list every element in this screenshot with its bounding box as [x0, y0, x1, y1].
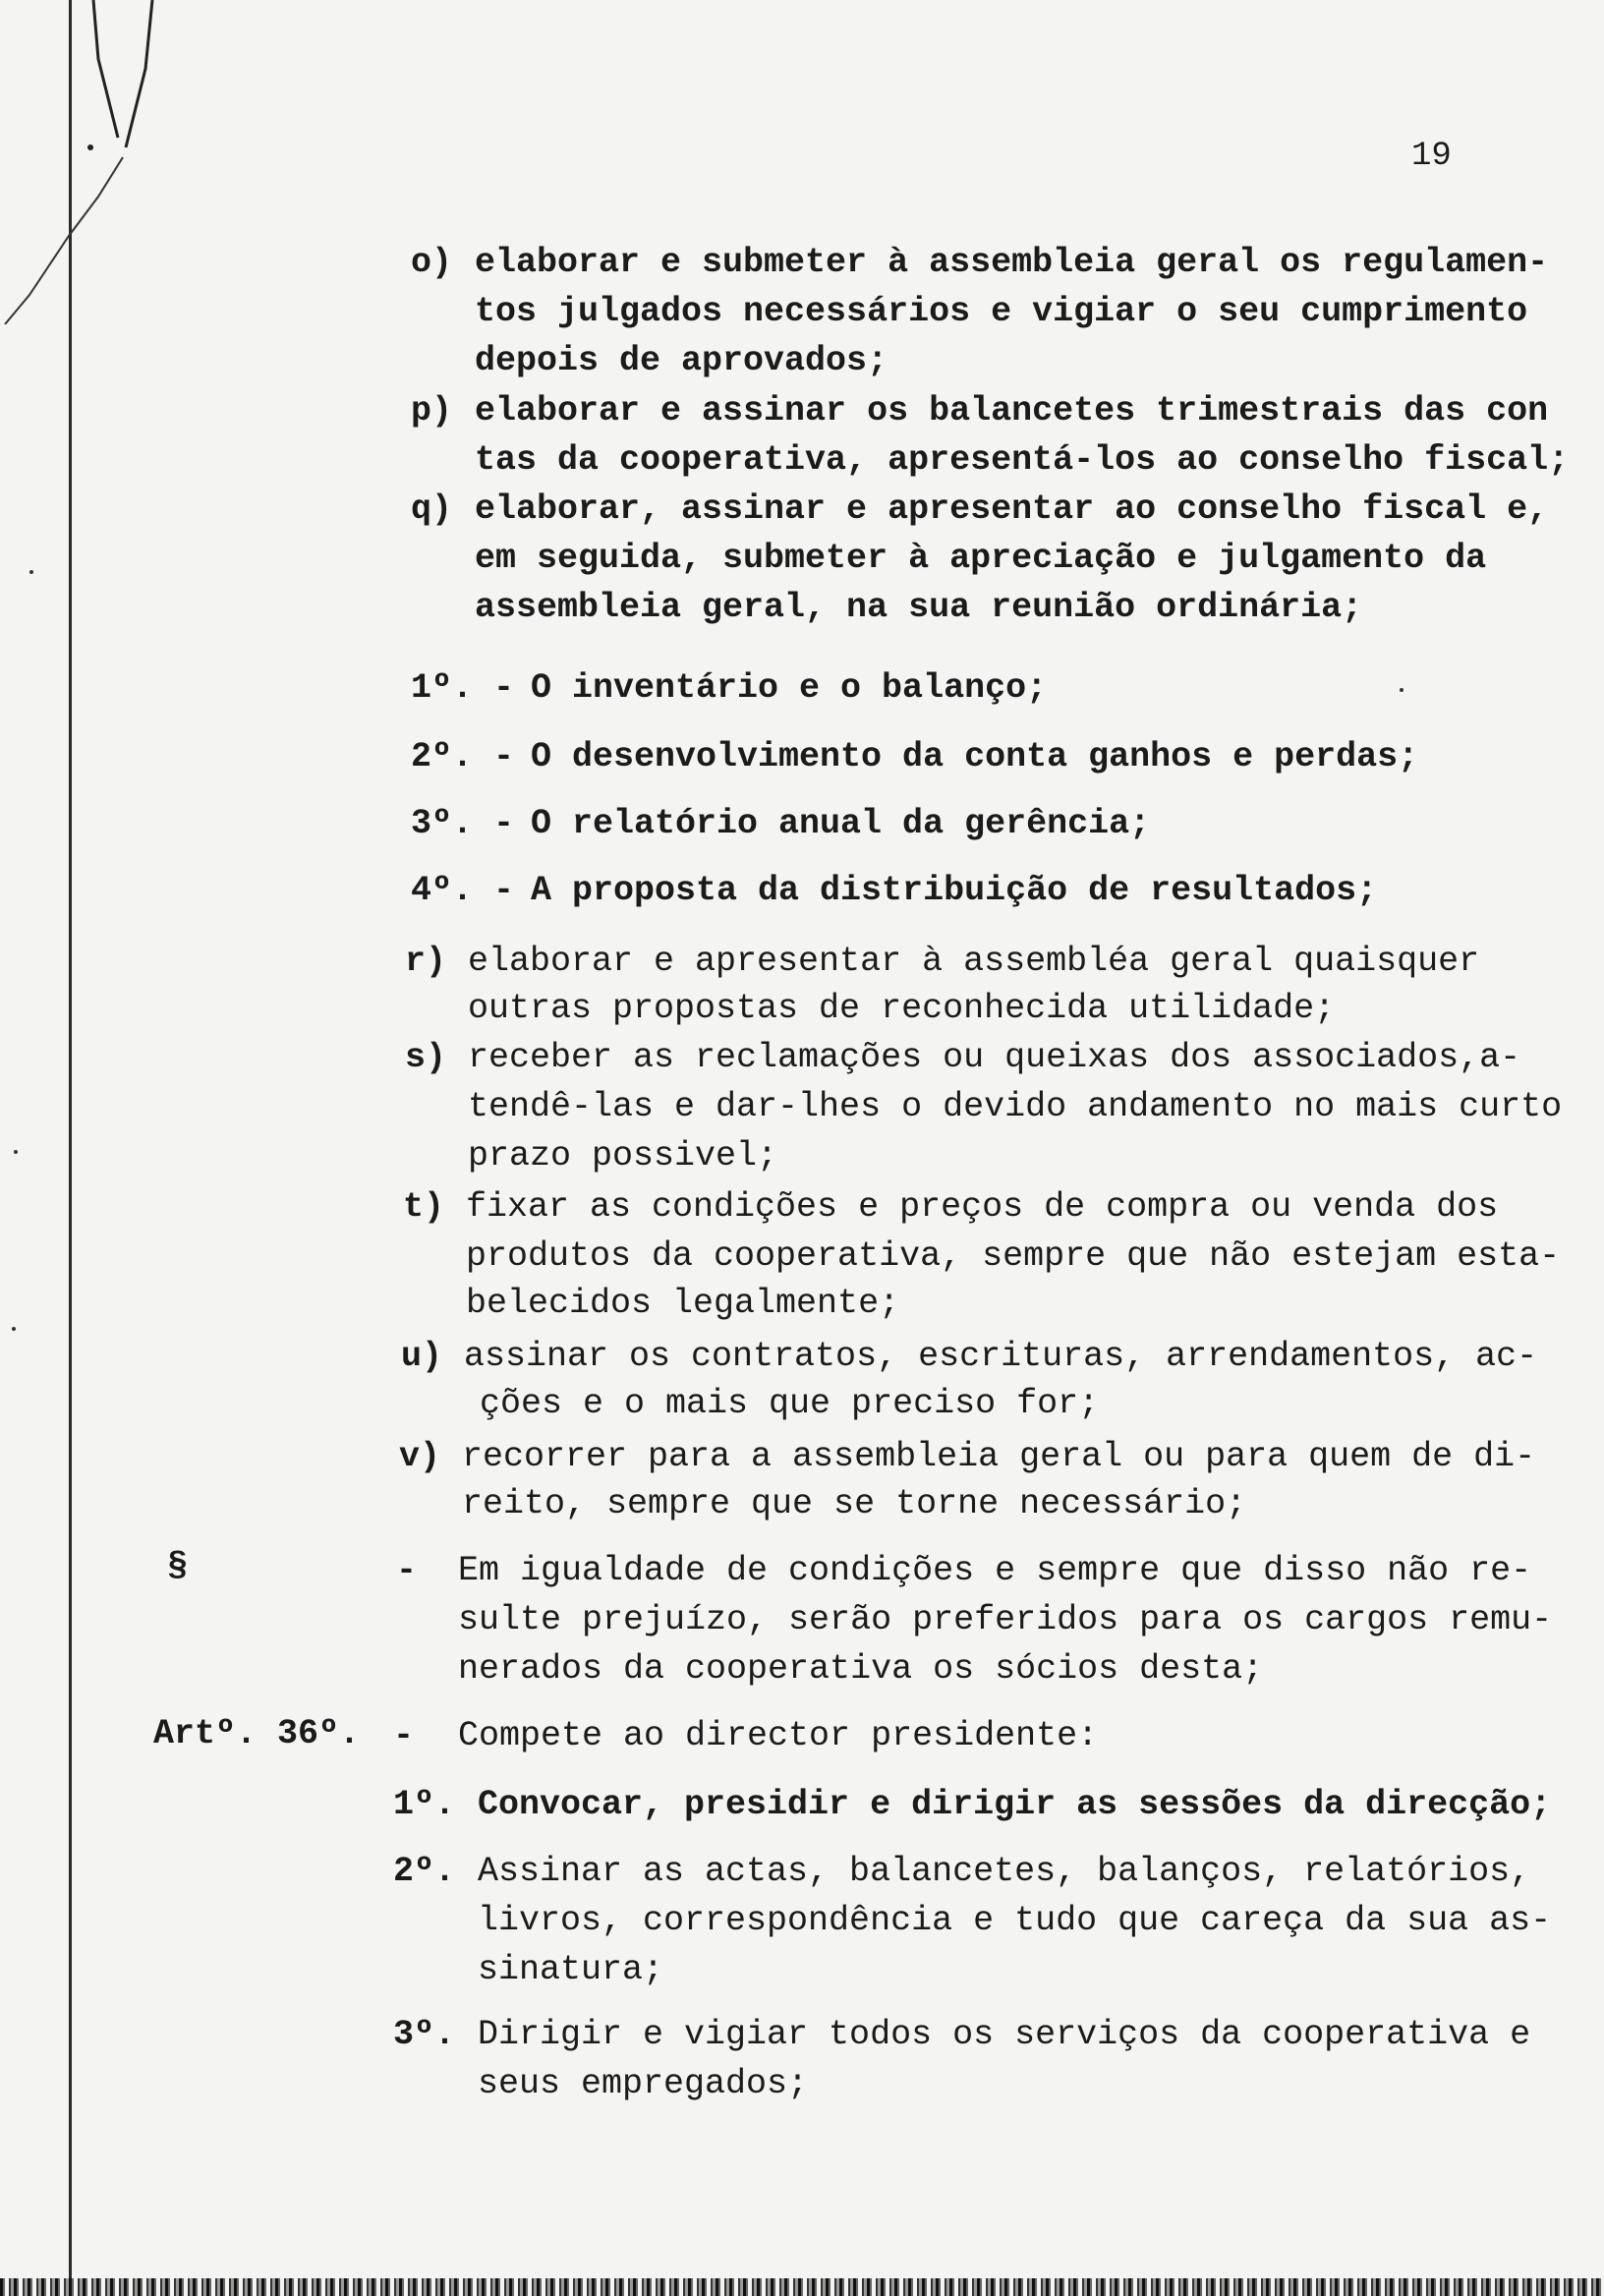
article-item-2-line-3: sinatura;: [478, 1950, 664, 1989]
paragraph-dash: -: [396, 1551, 418, 1590]
item-p-line-2: tas da cooperativa, apresentá-los ao conselho fiscal;: [475, 440, 1570, 480]
item-o-line-3: depois de aprovados;: [475, 341, 888, 380]
article-item-2-line-2: livros, correspondência e tudo que careça da sua as-: [478, 1901, 1552, 1940]
item-v-line-1: recorrer para a assembleia geral ou para quem de di-: [462, 1437, 1536, 1476]
speck: [14, 1150, 18, 1154]
item-o-line-1: elaborar e submeter à assembleia geral os regulamen-: [475, 243, 1549, 282]
article-item-marker-2: 2º.: [393, 1852, 456, 1891]
item-marker-o: o): [411, 243, 453, 282]
item-r-line-1: elaborar e apresentar à assembléa geral quaisquer: [468, 942, 1480, 981]
item-s-line-2: tendê-las e dar-lhes o devido andamento no mais curto: [468, 1087, 1563, 1126]
item-q-line-1: elaborar, assinar e apresentar ao conselho fiscal e,: [475, 489, 1549, 529]
item-marker-q: q): [411, 489, 453, 529]
article-item-2-line-1: Assinar as actas, balancetes, balanços, relatórios,: [478, 1852, 1531, 1891]
speck: [12, 1327, 16, 1331]
item-marker-v: v): [399, 1437, 441, 1476]
item-u-line-2: ções e o mais que preciso for;: [480, 1384, 1100, 1423]
item-marker-p: p): [411, 391, 453, 430]
subitem-marker-2: 2º. -: [411, 737, 515, 776]
article-item-marker-1: 1º.: [393, 1785, 456, 1824]
article-dash: -: [393, 1716, 415, 1755]
article-item-3-line-1: Dirigir e vigiar todos os serviços da cooperativa e: [478, 2015, 1531, 2054]
item-s-line-1: receber as reclamações ou queixas dos associados,a-: [468, 1038, 1521, 1077]
item-marker-r: r): [405, 942, 447, 981]
subitem-marker-1: 1º. -: [411, 668, 515, 708]
article-item-3-line-2: seus empregados;: [478, 2064, 809, 2103]
item-t-line-1: fixar as condições e preços de compra ou venda dos: [466, 1187, 1499, 1227]
item-marker-u: u): [401, 1337, 443, 1376]
subitem-4-text: A proposta da distribuição de resultados;: [531, 871, 1378, 910]
item-t-line-2: produtos da cooperativa, sempre que não estejam esta-: [466, 1236, 1561, 1276]
subitem-marker-4: 4º. -: [411, 871, 515, 910]
article-label: Artº. 36º.: [153, 1714, 361, 1753]
item-p-line-1: elaborar e assinar os balancetes trimestrais das con: [475, 391, 1549, 430]
item-q-line-2: em seguida, submeter à apreciação e julgamento da: [475, 539, 1487, 578]
paragraph-marker: §: [167, 1547, 189, 1586]
item-marker-t: t): [403, 1187, 445, 1227]
paragraph-line-3: nerados da cooperativa os sócios desta;: [458, 1649, 1264, 1689]
scan-artifact-bar: [0, 2278, 1604, 2296]
item-q-line-3: assembleia geral, na sua reunião ordinária;: [475, 588, 1363, 627]
page-edge: [69, 0, 72, 2296]
handwritten-mark: [0, 0, 216, 324]
subitem-2-text: O desenvolvimento da conta ganhos e perdas;: [531, 737, 1419, 776]
paragraph-line-2: sulte prejuízo, serão preferidos para os cargos remu-: [458, 1600, 1553, 1639]
page-number: 19: [1411, 138, 1452, 175]
item-s-line-3: prazo possivel;: [468, 1136, 778, 1176]
paragraph-line-1: Em igualdade de condições e sempre que disso não re-: [458, 1551, 1532, 1590]
item-marker-s: s): [405, 1038, 447, 1077]
article-title: Compete ao director presidente:: [458, 1716, 1099, 1755]
speck: [29, 570, 33, 574]
item-o-line-2: tos julgados necessários e vigiar o seu cumprimento: [475, 292, 1528, 331]
subitem-3-text: O relatório anual da gerência;: [531, 804, 1151, 843]
subitem-1-text: O inventário e o balanço;: [531, 668, 1048, 708]
subitem-marker-3: 3º. -: [411, 804, 515, 843]
article-item-1-line-1: Convocar, presidir e dirigir as sessões da direcção;: [478, 1785, 1552, 1824]
speck: [1400, 688, 1404, 692]
item-r-line-2: outras propostas de reconhecida utilidade;: [468, 989, 1336, 1028]
item-t-line-3: belecidos legalmente;: [466, 1284, 900, 1323]
item-v-line-2: reito, sempre que se torne necessário;: [462, 1484, 1247, 1523]
article-item-marker-3: 3º.: [393, 2015, 456, 2054]
item-u-line-1: assinar os contratos, escrituras, arrendamentos, ac-: [464, 1337, 1538, 1376]
